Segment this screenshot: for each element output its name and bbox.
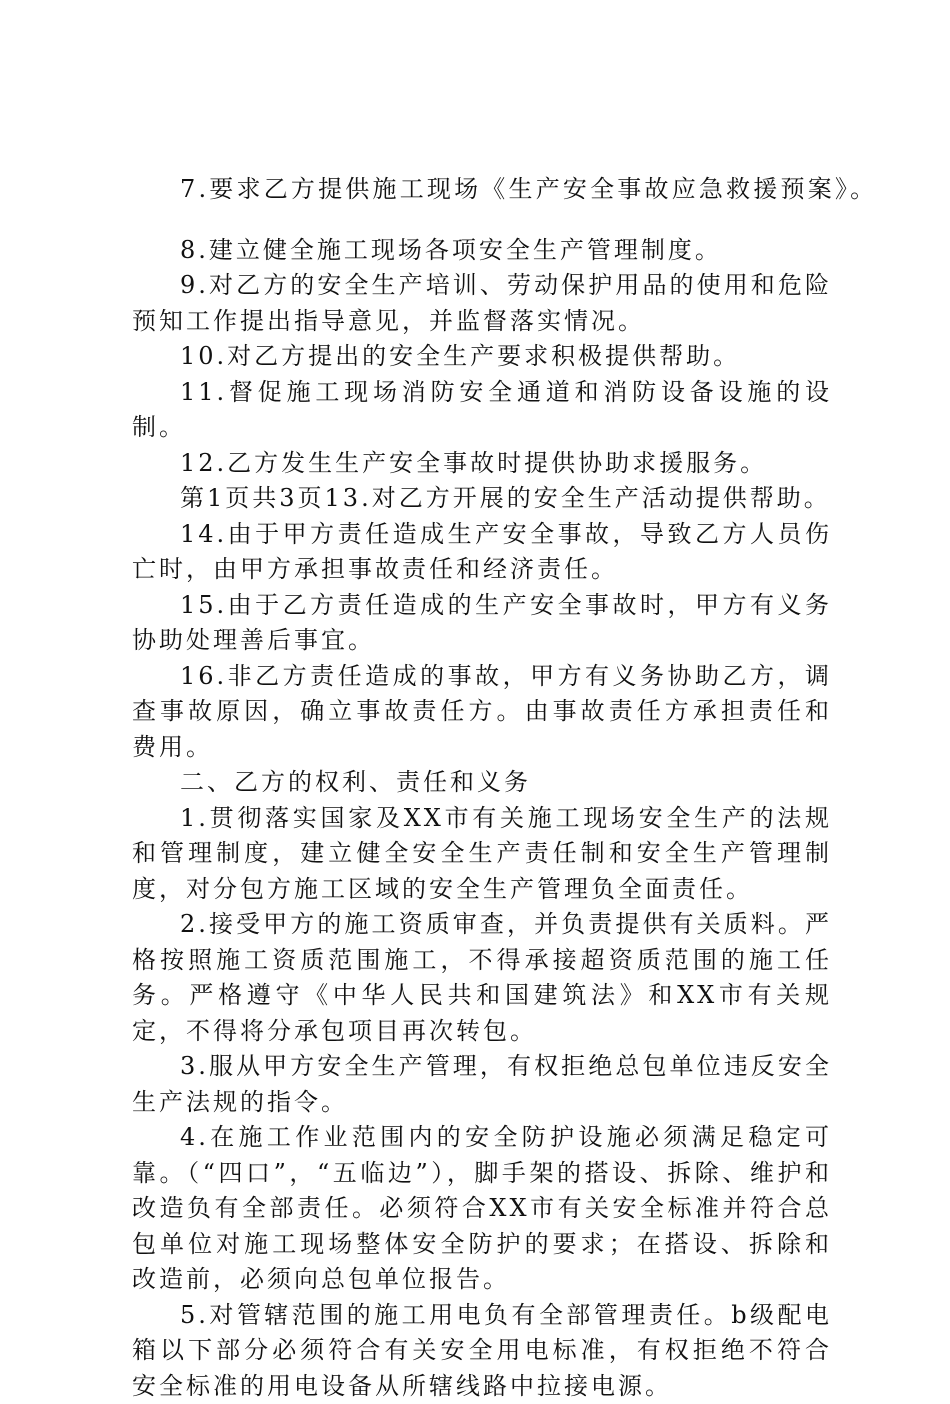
paragraph-7: 7.要求乙方提供施工现场《生产安全事故应急救援预案》。 — [132, 172, 832, 208]
paragraph-12: 12.乙方发生生产安全事故时提供协助求援服务。 — [132, 446, 832, 482]
paragraph-11: 11.督促施工现场消防安全通道和消防设备设施的设制。 — [132, 375, 832, 446]
paragraph-10: 10.对乙方提出的安全生产要求积极提供帮助。 — [132, 339, 832, 375]
paragraph-16: 16.非乙方责任造成的事故，甲方有义务协助乙方，调查事故原因，确立事故责任方。由事故责任方承担责任和费用。 — [132, 659, 832, 766]
document-body — [132, 172, 832, 1404]
paragraph-14: 14.由于甲方责任造成生产安全事故，导致乙方人员伤亡时，由甲方承担事故责任和经济责任。 — [132, 517, 832, 588]
paragraph-b3: 3.服从甲方安全生产管理，有权拒绝总包单位违反安全生产法规的指令。 — [132, 1049, 832, 1120]
section-heading-party-b: 二、乙方的权利、责任和义务 — [132, 765, 832, 801]
paragraph-b5: 5.对管辖范围的施工用电负有全部管理责任。b级配电箱以下部分必须符合有关安全用电标准，有权拒绝不符合安全标准的用电设备从所辖线路中拉接电源。 — [132, 1298, 832, 1404]
paragraph-b4: 4.在施工作业范围内的安全防护设施必须满足稳定可靠。（“四口”，“五临边”），脚手架的搭设、拆除、维护和改造负有全部责任。必须符合XX市有关安全标准并符合总包单位对施工现场整体安全防护的要求；在搭设、拆除和改造前，必须向总包单位报告。 — [132, 1120, 832, 1298]
paragraph-13-page-marker: 第1页共3页13.对乙方开展的安全生产活动提供帮助。 — [132, 481, 832, 517]
paragraph-b2: 2.接受甲方的施工资质审查，并负责提供有关质料。严格按照施工资质范围施工，不得承接超资质范围的施工任务。严格遵守《中华人民共和国建筑法》和XX市有关规定，不得将分承包项目再次转包。 — [132, 907, 832, 1049]
paragraph-9: 9.对乙方的安全生产培训、劳动保护用品的使用和危险预知工作提出指导意见，并监督落实情况。 — [132, 268, 832, 339]
paragraph-15: 15.由于乙方责任造成的生产安全事故时，甲方有义务协助处理善后事宜。 — [132, 588, 832, 659]
paragraph-8: 8.建立健全施工现场各项安全生产管理制度。 — [132, 233, 832, 269]
paragraph-b1: 1.贯彻落实国家及XX市有关施工现场安全生产的法规和管理制度，建立健全安全生产责任制和安全生产管理制度，对分包方施工区域的安全生产管理负全面责任。 — [132, 801, 832, 908]
